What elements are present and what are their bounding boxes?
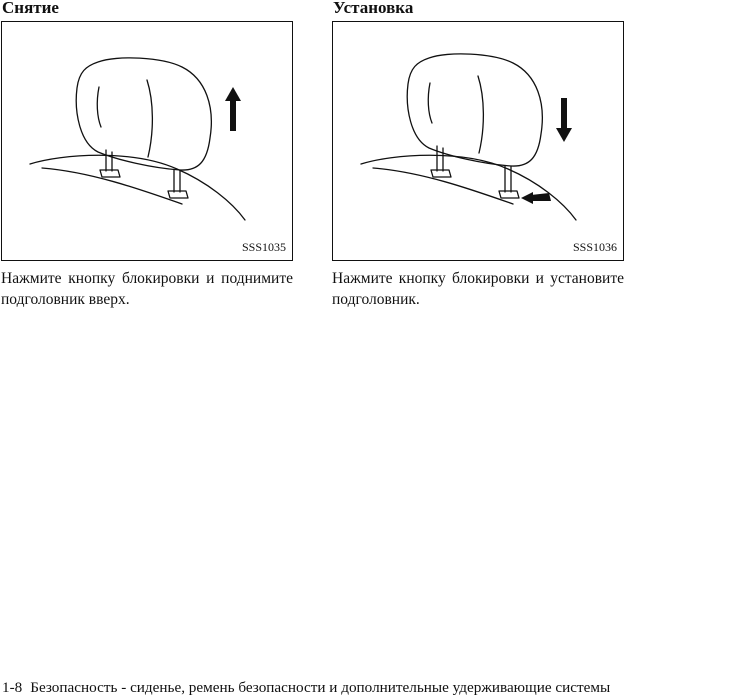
installation-heading: Установка (333, 0, 414, 17)
lock-button (168, 191, 188, 198)
sleeve-left (431, 170, 451, 177)
seat-back-outline (30, 155, 245, 220)
arrow-up-icon (225, 87, 241, 131)
stay-right (174, 170, 180, 192)
removal-figure (1, 21, 293, 261)
headrest-seam-left (428, 83, 432, 123)
seat-back-edge (373, 168, 513, 204)
seat-back-edge (42, 168, 182, 204)
headrest-removal-illustration (2, 22, 292, 260)
removal-heading: Снятие (2, 0, 59, 17)
page-number: 1-8 (2, 679, 23, 696)
headrest-installation-illustration (333, 22, 623, 260)
sleeve-left (100, 170, 120, 177)
press-arrow-icon (521, 192, 551, 204)
headrest (407, 54, 542, 166)
section-title: Безопасность - сиденье, ремень безопасности и дополнительные удерживающие системы (30, 679, 611, 696)
removal-figure-code: SSS1035 (241, 240, 286, 254)
stay-left (437, 146, 443, 171)
installation-figure-code: SSS1036 (572, 240, 617, 254)
stay-left (106, 150, 112, 171)
headrest-seam-right (147, 80, 152, 157)
lock-button (499, 191, 519, 198)
removal-caption: Нажмите кнопку блокировки и поднимите подголовник вверх. (1, 270, 293, 308)
headrest (76, 58, 211, 170)
installation-figure (332, 21, 624, 261)
page-footer (2, 679, 610, 697)
installation-caption: Нажмите кнопку блокировки и установите подголовник. (332, 270, 624, 308)
seat-back-outline (361, 155, 576, 220)
arrow-down-icon (556, 98, 572, 142)
headrest-seam-right (478, 76, 483, 153)
headrest-seam-left (97, 87, 101, 127)
